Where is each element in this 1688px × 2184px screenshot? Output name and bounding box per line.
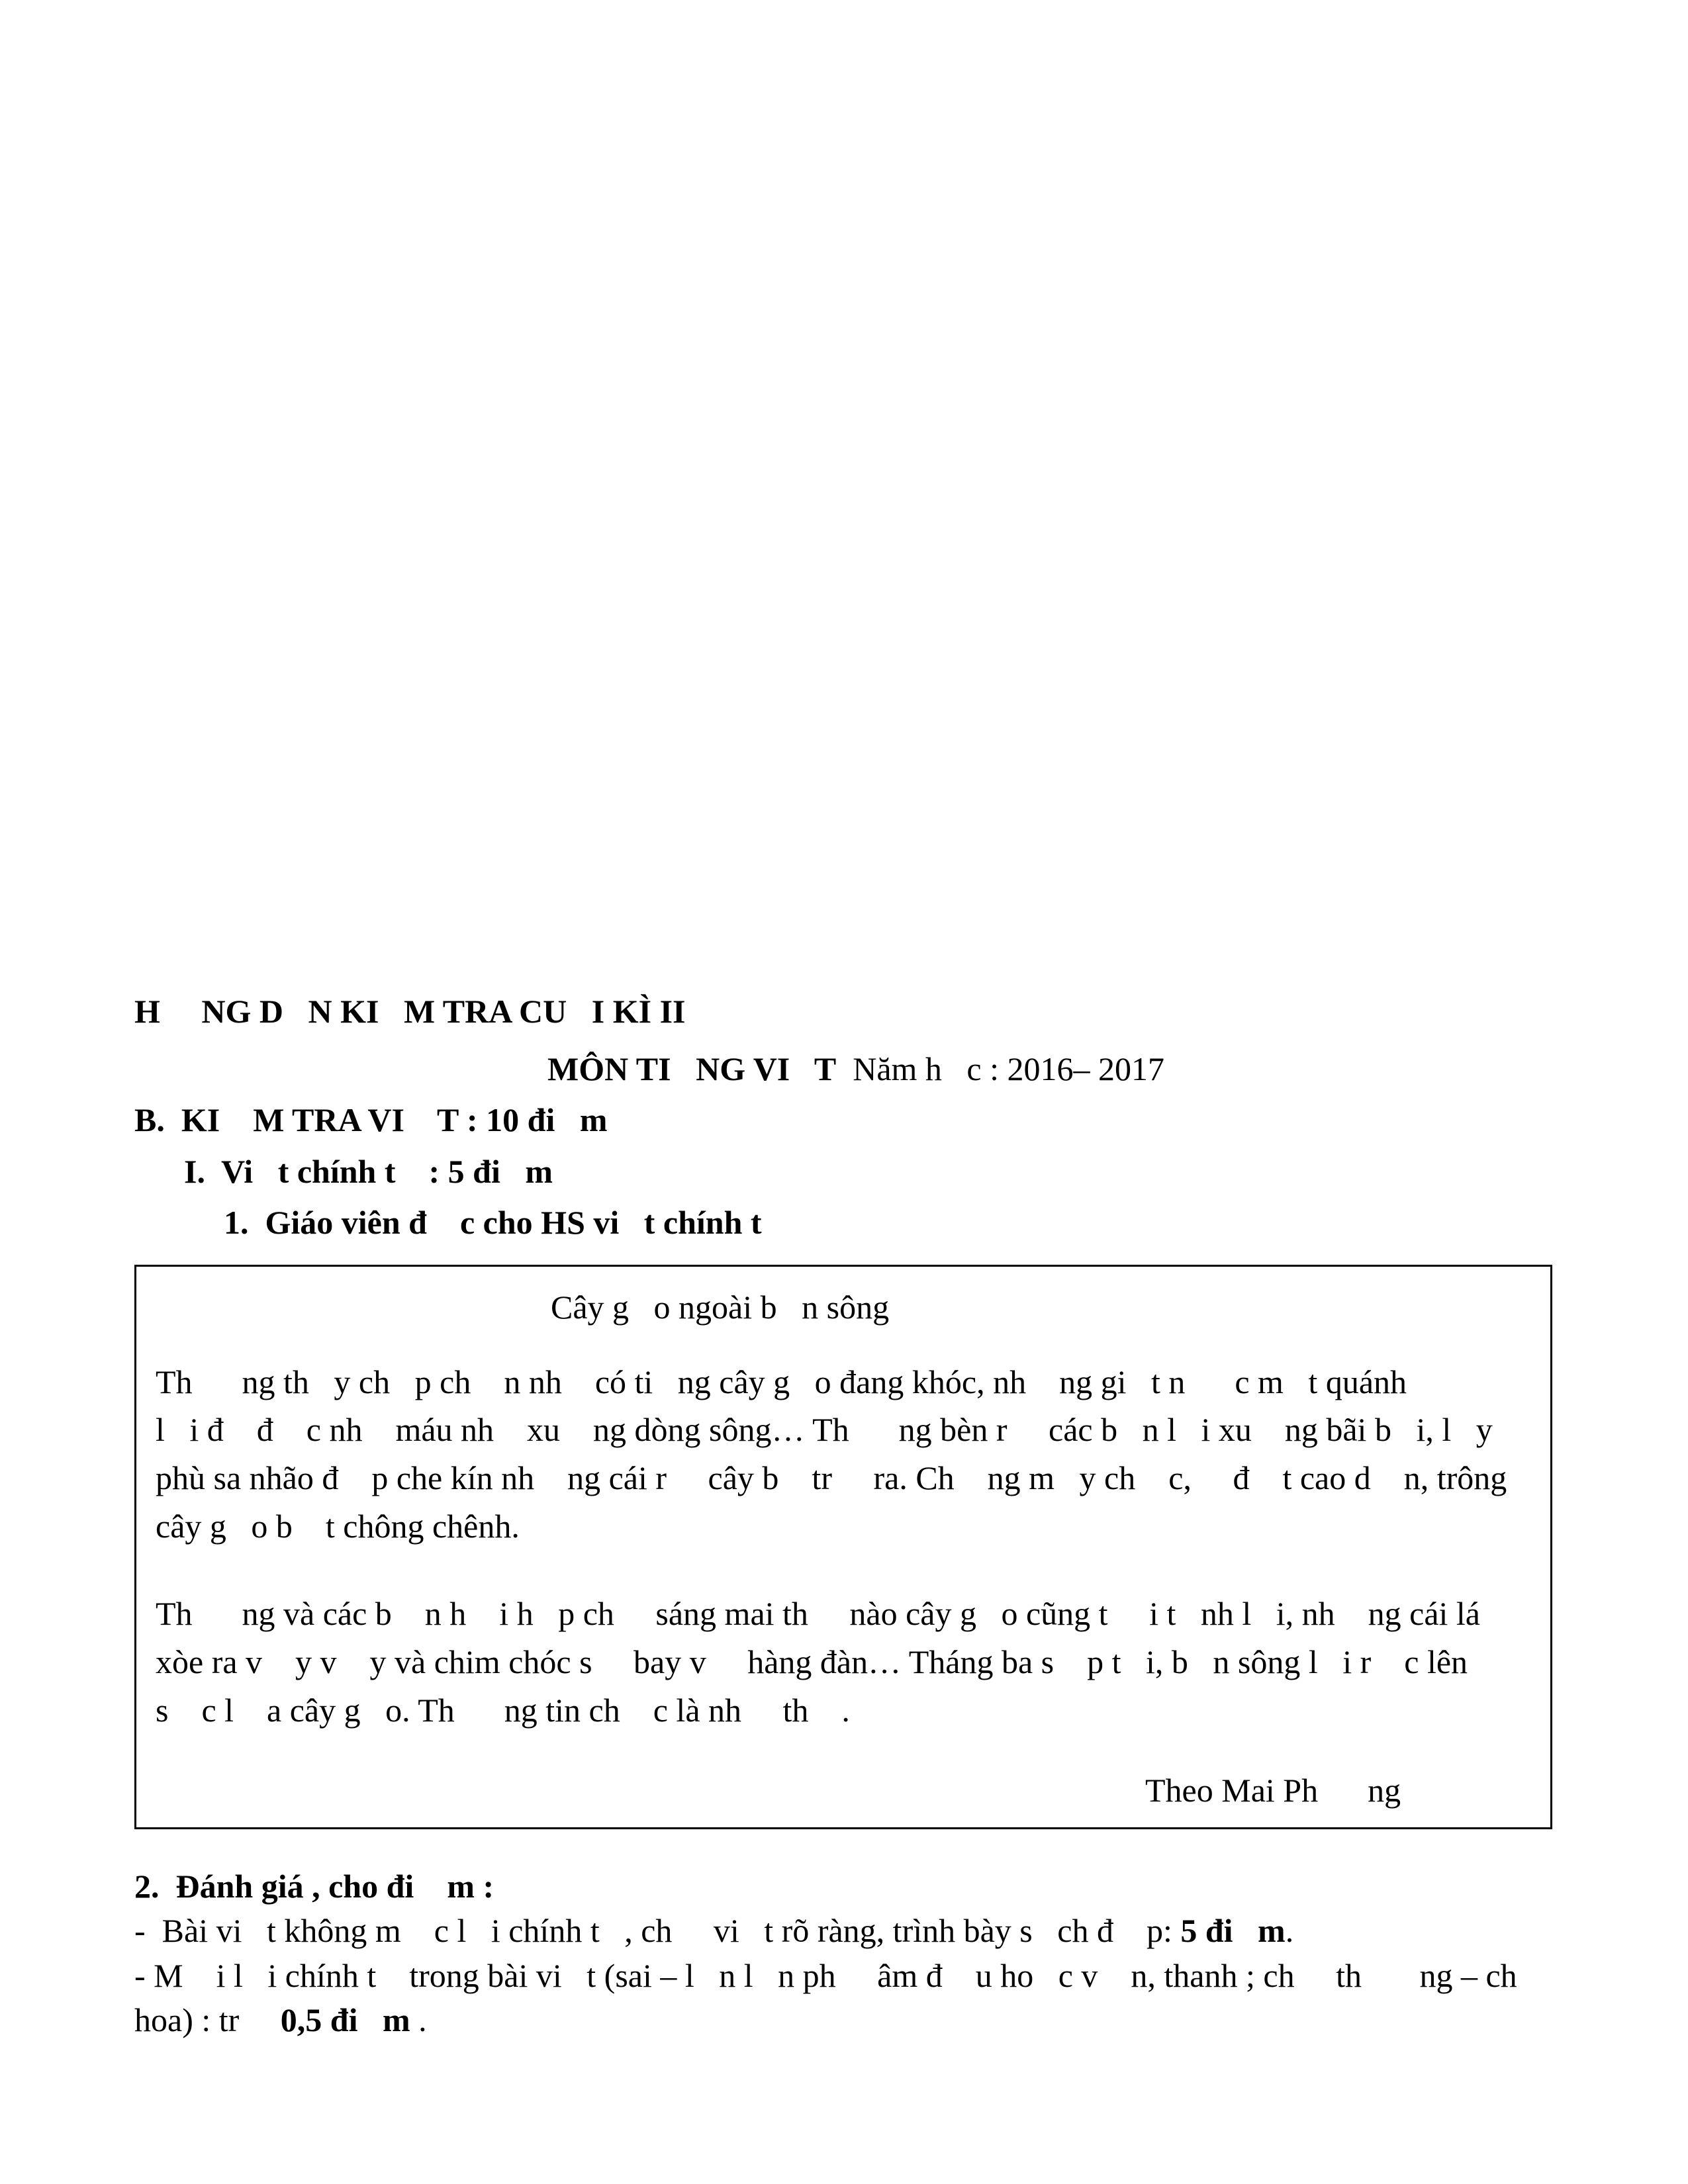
passage-title: Cây g o ngoài b n sông xyxy=(551,1289,890,1326)
passage-p2-line: s c l a cây g o. Th ng tin ch c là nh th . xyxy=(156,1692,850,1729)
grading-rule-1-points: 5 đi m xyxy=(1180,1912,1286,1949)
passage-p1-line: cây g o b t chông chênh. xyxy=(156,1508,520,1545)
school-year: Năm h c : 2016– 2017 xyxy=(853,1050,1164,1087)
grading-rule-3 xyxy=(134,2000,427,2040)
passage-p1-line: l i đ đ c nh máu nh xu ng dòng sông… Th ng bèn r các b n l i xu ng bãi b i, l y xyxy=(156,1411,1493,1448)
grading-rule-3-points: 0,5 đi m xyxy=(280,2001,410,2038)
passage-p2-line: xòe ra v y v y và chim chóc s bay v hàng đàn… Tháng ba s p t i, b n sông l i r c lên xyxy=(156,1643,1468,1680)
passage-p1-line: phù sa nhão đ p che kín nh ng cái r cây b tr ra. Ch ng m y ch c, đ t cao d n, trông xyxy=(156,1459,1507,1496)
passage-author: Theo Mai Ph ng xyxy=(1145,1772,1401,1809)
grading-rule-1-text: - Bài vi t không m c l i chính t , ch vi t rõ ràng, trình bày s ch đ p: xyxy=(134,1912,1181,1949)
passage-p2-line: Th ng và các b n h i h p ch sáng mai th nào cây g o cũng t i t nh l i, nh ng cái lá xyxy=(156,1595,1481,1632)
grading-rule-3-text: hoa) : tr xyxy=(134,2001,281,2038)
passage-box xyxy=(134,1265,1552,1829)
grading-rule-2: - M i l i chính t trong bài vi t (sai – l n l n ph âm đ u ho c v n, thanh ; ch th ng – ch xyxy=(134,1957,1517,1994)
document-title: H NG D N KI M TRA CU I KÌ II xyxy=(134,993,686,1030)
passage-p1-line: Th ng th y ch p ch n nh có ti ng cây g o đang khóc, nh ng gi t n c m t quánh xyxy=(156,1363,1407,1400)
section-b-heading: B. KI M TRA VI T : 10 đi m xyxy=(134,1101,608,1138)
subject-name: MÔN TI NG VI T xyxy=(547,1050,837,1087)
grading-rule-1-end: . xyxy=(1285,1912,1294,1949)
grading-rule-1 xyxy=(134,1911,1293,1950)
grading-rule-3-end: . xyxy=(410,2001,427,2038)
grading-heading: 2. Đánh giá , cho đi m : xyxy=(134,1868,494,1905)
task-heading: 1. Giáo viên đ c cho HS vi t chính t xyxy=(224,1204,762,1241)
subject-line xyxy=(547,1049,1164,1089)
section-i-heading: I. Vi t chính t : 5 đi m xyxy=(184,1153,553,1190)
